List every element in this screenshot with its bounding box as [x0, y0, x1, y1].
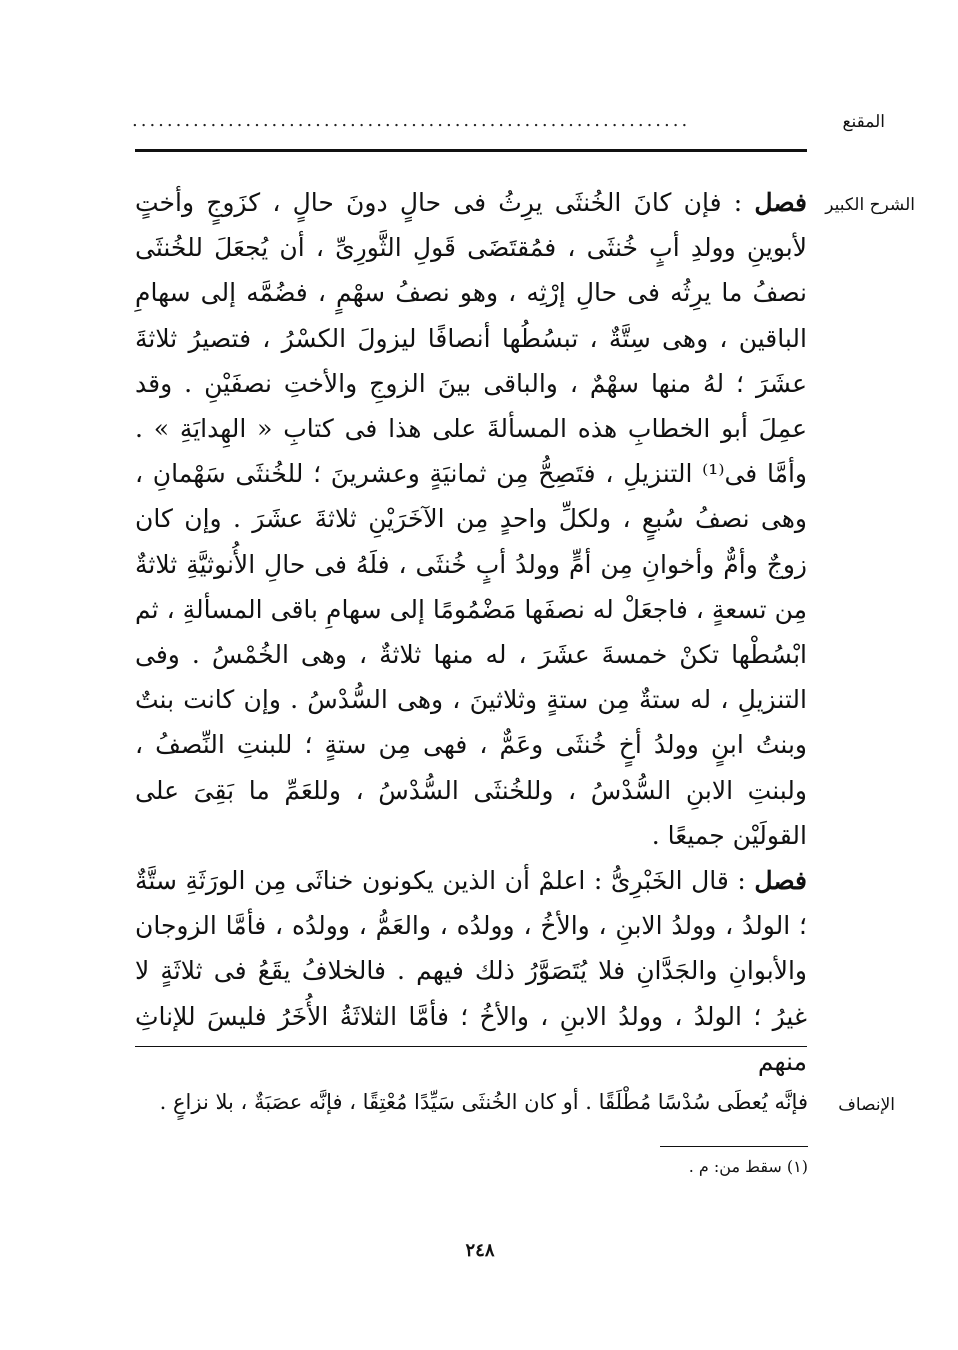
section-divider — [135, 1046, 807, 1047]
header-rule — [135, 149, 807, 152]
main-text-block — [135, 180, 807, 1076]
header-dotted-line: ................................................................ — [132, 110, 691, 130]
side-label-insaf: الإنصاف — [838, 1095, 895, 1115]
side-label-sharh: الشرح الكبير — [825, 195, 915, 215]
footnote-rule — [660, 1146, 808, 1147]
section-keyword: فصل — [754, 188, 807, 217]
paragraph-1-body: : فإن كانَ الخُنثَى يرِثُ فى حالٍ دونَ حالٍ ، كزَوجٍ وأختٍ لأبوينِ وولدِ أبٍ خُنثَى ، فمُقتَضَى قَولِ الثَّورِىِّ ، أن يُجعَلَ للخُنثَى نصفُ ما يرِثُه فى حالِ إرْثِه ، وهو نصفُ سهْمٍ ، فضُمَّه إلى سهامِ الباقين ، وهى سِتَّةٌ ، تبسُطُها أنصافًا ليزولَ الكسْرُ ، فتصيرُ ثلاثةَ عشَرَ ؛ لهُ منها سهْمٌ ، والباقى بينَ الزوجِ والأختِ نصفَيْنِ . وقد عمِلَ أبو الخطابِ هذه المسألةَ على هذا فى كتابِ « الهِدايَةِ » . وأمَّا فى⁽¹⁾ التنزيلِ ، فتَصِحُّ مِن ثمانيَةٍ وعشرينَ ؛ للخُنثَى سَهْمانِ ، وهى نصفُ سُبعٍ ، ولكلِّ واحدٍ مِن الآخَرَيْنِ ثلاثةَ عشَرَ . وإن كان زوجٌ وأمٌّ وأخوانِ مِن أمٍّ وولدُ أبٍ خُنثَى ، فلَهُ فى حالِ الأُنوثيَّةِ ثلاثةٌ مِن تسعةٍ ، فاجعَلْ له نصفَها مَضْمُومًا إلى سهامِ باقى المسألةِ ، ثم ابْسُطْها تكنْ خمسةَ عشَرَ ، له منها ثلاثةٌ ، وهى الخُمْسُ . وفى التنزيلِ ، له ستةٌ مِن ستةٍ وثلاثينَ ، وهى السُّدْسُ . وإن كانت بنتٌ وبنتُ ابنٍ وولدُ أخٍ خُنثَى وعَمٌّ ، فهى مِن ستةٍ ؛ للبنتِ النِّصفُ ، ولبنتِ الابنِ السُّدْسُ ، وللخُنثَى السُّدْسُ ، وللعَمِّ ما بَقِىَ على القولَيْن جميعًا . — [135, 188, 807, 850]
paragraph-2 — [135, 858, 807, 1084]
paragraph-1 — [135, 180, 807, 858]
section-keyword: فصل — [754, 866, 807, 896]
paragraph-2-body: : قال الخَبْرِىُّ : اعلمْ أن الذين يكونون خناثَى مِن الورَثَةِ ستَّةٌ ؛ الولدُ ، وولدُ الابنِ ، والأخُ ، وولدُه ، والعَمُّ ، وولدُه ، فأمَّا الزوجان والأبوانِ والجَدَّانِ فلا يُتَصَوَّرُ ذلك فيهم . فالخلافُ يقَعُ فى ثلاثَةٍ لا غيرُ ؛ الولدُ ، وولدُ الابنِ ، والأخُ ؛ فأمَّا الثلاثَةُ الأُخَرُ فليسَ للإناثِ منهم — [135, 866, 807, 1076]
insaf-text: فإنَّه يُعطَى سُدْسًا مُطْلَقًا . أو كان الخُنثَى سَيِّدًا مُعْتِقًا ، فإنَّه عصَبَةٌ ، بلا نزاعٍ . — [159, 1090, 808, 1114]
book-title: المقنع — [842, 112, 885, 132]
footnote: (١) سقط من: م . — [688, 1157, 808, 1176]
page-number: ٢٤٨ — [465, 1240, 495, 1261]
